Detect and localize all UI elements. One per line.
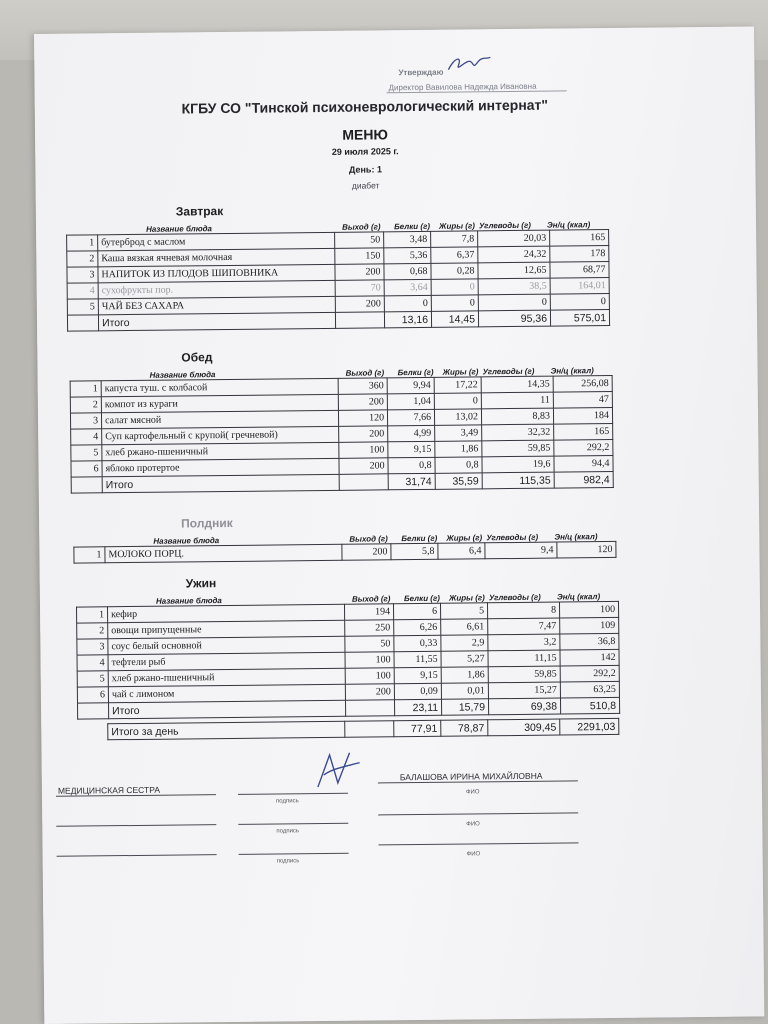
cell-energy: 165 — [554, 423, 613, 440]
cell-energy: 0 — [550, 293, 609, 310]
total-fat: 15,79 — [441, 699, 488, 715]
col-protein: Белки (г) — [393, 221, 431, 232]
total-label: Итого — [102, 474, 339, 492]
cell-protein: 0,68 — [384, 263, 431, 279]
cell-protein: 5,36 — [384, 247, 431, 263]
cell-n: 4 — [71, 429, 102, 445]
col-energy: Эн/ц (ккал) — [556, 592, 601, 602]
cell-carbs: 9,4 — [485, 542, 557, 559]
cell-protein: 7,66 — [387, 409, 434, 425]
col-output: Выход (г) — [351, 594, 391, 604]
cell-fat: 6,4 — [438, 543, 485, 559]
cell-energy: 292,2 — [560, 665, 619, 682]
cell-name: тефтели рыб — [108, 652, 345, 670]
total-energy: 510,8 — [560, 697, 619, 714]
caption-name: ФИО — [465, 789, 480, 796]
cell-output: 194 — [344, 604, 393, 621]
cell-name: хлеб ржано-пшеничный — [102, 442, 339, 460]
cell-carbs: 14,35 — [481, 376, 553, 393]
col-fat: Жиры (г) — [446, 533, 483, 543]
cell-energy: 68,77 — [550, 261, 609, 278]
cell-n: 6 — [71, 461, 102, 477]
total-protein: 23,11 — [394, 699, 441, 715]
cell-fat: 3,49 — [435, 425, 482, 441]
cell-n: 5 — [67, 299, 98, 315]
cell-fat: 0 — [431, 279, 478, 295]
col-fat: Жиры (г) — [438, 221, 475, 231]
total-fat: 14,45 — [431, 311, 478, 327]
cell-fat: 2,9 — [441, 635, 488, 651]
cell-fat: 7,8 — [431, 231, 478, 247]
cell-output: 200 — [342, 544, 391, 561]
meal-lunch — [69, 346, 613, 494]
cell-energy: 256,08 — [553, 375, 612, 392]
meal-title-snack: Полдник — [181, 515, 233, 531]
cell-carbs: 20,03 — [478, 230, 550, 247]
cell-fat: 0 — [431, 295, 478, 311]
day-total-row — [77, 718, 619, 740]
total-carbs: 69,38 — [488, 698, 560, 715]
cell-carbs: 59,85 — [488, 666, 560, 683]
cell-protein: 9,15 — [394, 667, 441, 683]
lunch-table — [70, 375, 614, 494]
col-carbs: Углеводы (г) — [482, 366, 535, 377]
col-name: Название блюда — [146, 224, 213, 234]
cell-output: 200 — [335, 264, 384, 281]
cell-name: кефир — [108, 604, 345, 622]
cell-fat: 0 — [434, 393, 481, 409]
col-energy: Эн/ц (ккал) — [550, 366, 594, 376]
menu-sheet — [34, 26, 764, 1023]
cell-protein: 3,48 — [384, 231, 431, 247]
cell-name: НАПИТОК ИЗ ПЛОДОВ ШИПОВНИКА — [98, 264, 335, 282]
col-output: Выход (г) — [341, 222, 381, 232]
nurse-name: БАЛАШОВА ИРИНА МИХАЙЛОВНА — [399, 770, 543, 783]
cell-n: 1 — [74, 547, 105, 563]
cell-carbs: 38,5 — [478, 278, 550, 295]
cell-n: 2 — [77, 623, 108, 639]
meal-title-dinner: Ужин — [185, 576, 217, 591]
col-protein: Белки (г) — [397, 367, 434, 378]
day-total-energy: 2291,03 — [560, 718, 619, 735]
cell-protein: 0,09 — [394, 683, 441, 699]
cell-output: 120 — [338, 410, 387, 427]
col-energy: Эн/ц (ккал) — [546, 220, 591, 230]
cell-n: 4 — [67, 283, 98, 299]
signature-row-3 — [49, 839, 749, 876]
cell-carbs: 8,83 — [481, 408, 553, 425]
document-title: МЕНЮ — [342, 126, 388, 143]
cell-energy: 120 — [557, 541, 616, 558]
cell-protein: 9,15 — [388, 441, 435, 457]
meal-title-breakfast: Завтрак — [175, 204, 224, 219]
total-fat: 35,59 — [435, 473, 482, 489]
cell-protein: 0 — [384, 295, 431, 311]
cell-fat: 1,86 — [441, 667, 488, 683]
cell-carbs: 15,27 — [488, 682, 560, 699]
cell-name: салат мясной — [101, 410, 338, 428]
day-total-fat: 78,87 — [441, 720, 488, 736]
cell-energy: 94,4 — [554, 455, 613, 472]
cell-energy: 178 — [550, 245, 609, 262]
cell-protein: 1,04 — [387, 393, 434, 409]
cell-output: 200 — [339, 426, 388, 443]
col-protein: Белки (г) — [403, 593, 440, 604]
caption-name: ФИО — [466, 821, 480, 828]
day-total-table — [77, 718, 619, 741]
cell-fat: 6,61 — [441, 619, 488, 635]
cell-carbs: 7,47 — [488, 618, 560, 635]
cell-fat: 17,22 — [434, 377, 481, 393]
cell-carbs: 11 — [481, 392, 553, 409]
cell-fat: 13,02 — [434, 409, 481, 425]
cell-protein: 9,94 — [387, 377, 434, 393]
cell-output: 50 — [345, 636, 394, 653]
cell-name: Каша вязкая ячневая молочная — [98, 248, 335, 266]
cell-name: сухофрукты пор. — [98, 280, 335, 298]
cell-output: 100 — [345, 652, 394, 669]
diet-type: диабет — [351, 180, 380, 191]
cell-energy: 142 — [560, 649, 619, 666]
cell-protein: 6,26 — [394, 619, 441, 635]
col-carbs: Углеводы (г) — [486, 532, 539, 543]
cell-carbs: 32,32 — [482, 424, 554, 441]
cell-carbs: 0 — [478, 294, 550, 311]
cell-protein: 3,64 — [384, 279, 431, 295]
caption-sign: подпись — [276, 858, 300, 865]
caption-name: ФИО — [466, 851, 481, 858]
cell-output: 100 — [339, 442, 388, 459]
cell-output: 70 — [335, 280, 384, 297]
col-carbs: Углеводы (г) — [488, 592, 541, 603]
cell-protein: 11,55 — [394, 651, 441, 667]
cell-output: 360 — [338, 378, 387, 395]
cell-name: ЧАЙ БЕЗ САХАРА — [98, 296, 335, 314]
cell-energy: 165 — [550, 229, 609, 246]
total-label: Итого — [98, 312, 335, 330]
cell-n: 2 — [67, 251, 98, 267]
cell-output: 50 — [335, 232, 384, 249]
col-energy: Эн/ц (ккал) — [554, 532, 598, 542]
cell-protein: 0,33 — [394, 635, 441, 651]
cell-output: 200 — [335, 296, 384, 313]
cell-protein: 4,99 — [388, 425, 435, 441]
cell-n: 2 — [70, 397, 101, 413]
col-name: Название блюда — [155, 596, 222, 606]
cell-fat: 0,01 — [441, 683, 488, 699]
cell-output: 200 — [345, 684, 394, 701]
cell-fat: 5,27 — [441, 651, 488, 667]
cell-fat: 5 — [440, 603, 487, 619]
cell-carbs: 24,32 — [478, 246, 550, 263]
caption-sign: подпись — [276, 828, 300, 835]
cell-carbs: 3,2 — [488, 634, 560, 651]
cell-name: компот из кураги — [101, 394, 338, 412]
cell-energy: 184 — [553, 407, 612, 424]
meal-breakfast — [66, 200, 610, 332]
total-energy: 575,01 — [550, 309, 609, 326]
col-output: Выход (г) — [345, 368, 385, 378]
cell-energy: 100 — [559, 601, 618, 618]
col-carbs: Углеводы (г) — [478, 220, 531, 231]
breakfast-table — [66, 229, 610, 332]
cell-name: соус белый основной — [108, 636, 345, 654]
cell-n: 1 — [70, 381, 101, 397]
approval-label: Утверждаю — [398, 67, 444, 78]
col-protein: Белки (г) — [401, 533, 438, 544]
cell-n: 3 — [67, 267, 98, 283]
total-label: Итого — [109, 700, 346, 718]
cell-output: 200 — [339, 458, 388, 475]
approval-name: Вавилова Надежда Ивановна — [425, 81, 537, 92]
nurse-role: МЕДИЦИНСКАЯ СЕСТРА — [57, 784, 161, 796]
cell-energy: 109 — [560, 617, 619, 634]
meal-title-lunch: Обед — [181, 350, 213, 365]
cell-fat: 0,8 — [435, 457, 482, 473]
cell-name: МОЛОКО ПОРЦ. — [105, 544, 342, 562]
total-protein: 13,16 — [384, 311, 431, 327]
cell-name: чай с лимоном — [108, 684, 345, 702]
col-fat: Жиры (г) — [442, 367, 479, 377]
nurse-signature — [316, 749, 366, 794]
cell-carbs: 12,65 — [478, 262, 550, 279]
cell-protein: 0,8 — [388, 457, 435, 473]
cell-name: овощи припущенные — [108, 620, 345, 638]
meal-snack — [73, 512, 616, 564]
cell-fat: 0,28 — [431, 263, 478, 279]
organization-name: КГБУ СО "Тинской психоневрологический интернат" — [181, 96, 549, 117]
cell-output: 150 — [335, 248, 384, 265]
signature-footer — [48, 770, 748, 865]
cell-name: капуста туш. с колбасой — [101, 378, 338, 396]
cell-fat: 1,86 — [435, 441, 482, 457]
cell-carbs: 59,85 — [482, 440, 554, 457]
menu-day: День: 1 — [348, 164, 382, 175]
cell-n: 1 — [67, 235, 98, 251]
cell-n: 3 — [70, 413, 101, 429]
total-energy: 982,4 — [554, 471, 613, 488]
cell-carbs: 11,15 — [488, 650, 560, 667]
col-name: Название блюда — [149, 370, 216, 380]
cell-energy: 63,25 — [560, 681, 619, 698]
day-total-label: Итого за день — [108, 721, 345, 739]
day-total-carbs: 309,45 — [488, 719, 560, 736]
cell-name: бутерброд с маслом — [98, 232, 335, 250]
cell-n: 5 — [77, 671, 108, 687]
total-protein: 31,74 — [388, 473, 435, 489]
total-carbs: 115,35 — [482, 472, 554, 489]
cell-n: 1 — [77, 607, 108, 623]
cell-protein: 6 — [393, 603, 440, 619]
director-signature — [444, 51, 494, 78]
total-carbs: 95,36 — [478, 310, 550, 327]
col-name: Название блюда — [153, 536, 220, 546]
cell-n: 3 — [77, 639, 108, 655]
cell-energy: 164,01 — [550, 277, 609, 294]
cell-output: 200 — [338, 394, 387, 411]
cell-n: 4 — [77, 655, 108, 671]
cell-name: хлеб ржано-пшеничный — [108, 668, 345, 686]
col-fat: Жиры (г) — [448, 593, 485, 603]
dinner-table — [76, 601, 620, 720]
meal-dinner — [76, 572, 621, 741]
cell-name: яблоко протертое — [102, 458, 339, 476]
cell-output: 250 — [345, 620, 394, 637]
cell-output: 100 — [345, 668, 394, 685]
day-total-protein: 77,91 — [394, 720, 441, 736]
cell-name: Суп картофельный с крупой( гречневой) — [102, 426, 339, 444]
cell-fat: 6,37 — [431, 247, 478, 263]
menu-date: 29 июля 2025 г. — [331, 146, 399, 157]
cell-carbs: 19,6 — [482, 456, 554, 473]
approval-role: Директор — [388, 82, 424, 93]
cell-energy: 36,8 — [560, 633, 619, 650]
caption-sign: подпись — [276, 798, 299, 805]
cell-energy: 292,2 — [554, 439, 613, 456]
cell-n: 5 — [71, 445, 102, 461]
cell-n: 6 — [77, 687, 108, 703]
cell-carbs: 8 — [487, 602, 559, 619]
col-output: Выход (г) — [349, 534, 388, 544]
cell-energy: 47 — [553, 391, 612, 408]
cell-protein: 5,8 — [391, 543, 438, 559]
